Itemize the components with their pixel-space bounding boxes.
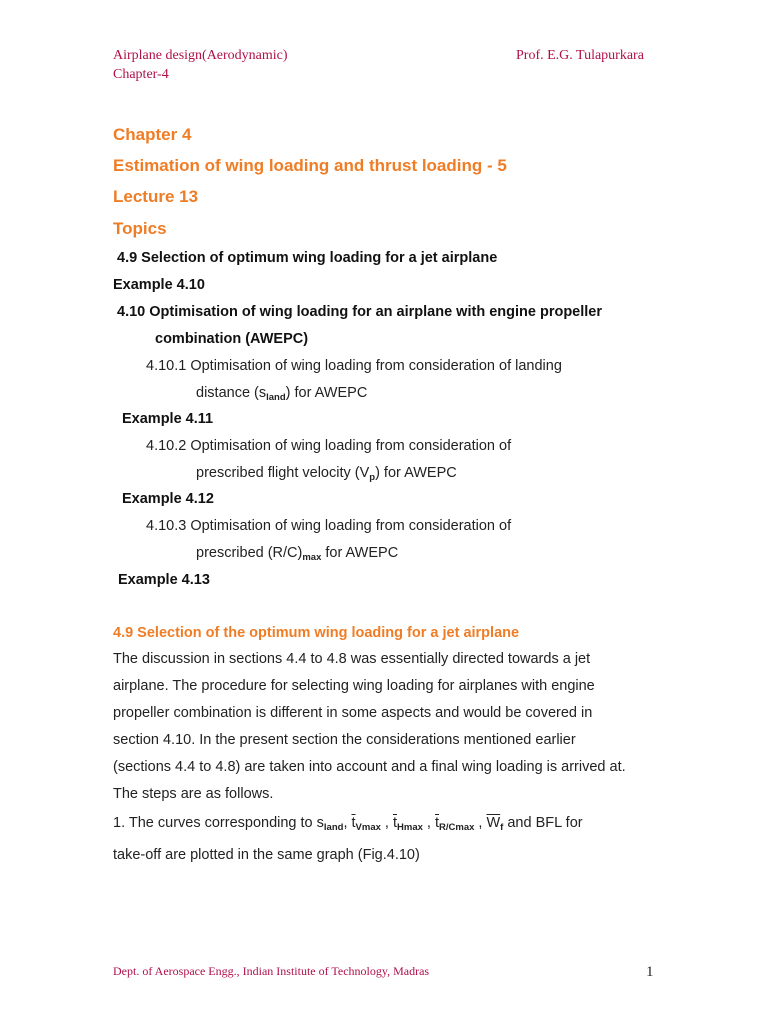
paragraph-line: (sections 4.4 to 4.8) are taken into account and a final wing loading is arrived at. (113, 759, 626, 775)
page-number: 1 (646, 964, 654, 980)
step-1-line1: 1. The curves corresponding to $s_{land}$, $\overline{t}_{Vmax}$ , $\overline{t}_{Hmax}$ , $\overline{t}_{R/Cmax}$ , $\overline{W}_f$ and BFL for (113, 815, 583, 833)
example-4-12: Example 4.12 (122, 491, 214, 507)
paragraph-line: section 4.10. In the present section the considerations mentioned earlier (113, 732, 576, 748)
topic-4-10-line2: combination (AWEPC) (155, 331, 309, 347)
header-chapter: Chapter-4 (113, 67, 169, 82)
paragraph-line: airplane. The procedure for selecting wing loading for airplanes with engine (113, 678, 595, 694)
paragraph-line: The steps are as follows. (113, 786, 274, 802)
topic-4-10-line1: 4.10 Optimisation of wing loading for an airplane with engine propeller (117, 304, 602, 320)
header-author: Prof. E.G. Tulapurkara (516, 48, 644, 63)
section-heading: 4.9 Selection of the optimum wing loading for a jet airplane (113, 625, 520, 641)
footer-dept: Dept. of Aerospace Engg., Indian Institute of Technology, Madras (113, 964, 430, 978)
chapter-title: Estimation of wing loading and thrust loading - 5 (113, 156, 507, 175)
topic-4-10-3-line2: prescribed $(R/C)_{max}$ for AWEPC (196, 545, 399, 563)
topic-4-10-2-line2: prescribed flight velocity $(V_p)$ for AWEPC (196, 465, 457, 483)
topic-4-10-1-line1: 4.10.1 Optimisation of wing loading from consideration of landing (146, 358, 562, 374)
paragraph-line: The discussion in sections 4.4 to 4.8 was essentially directed towards a jet (113, 651, 591, 667)
topic-4-10-3-line1: 4.10.3 Optimisation of wing loading from consideration of (146, 518, 512, 534)
topics-heading: Topics (113, 219, 167, 238)
lecture-heading: Lecture 13 (113, 187, 199, 206)
chapter-heading: Chapter 4 (113, 125, 192, 144)
topic-4-10-2-line1: 4.10.2 Optimisation of wing loading from consideration of (146, 438, 512, 454)
example-4-13: Example 4.13 (118, 572, 210, 588)
example-4-11: Example 4.11 (122, 411, 214, 427)
step-1-line2: take-off are plotted in the same graph (Fig.4.10) (113, 847, 420, 863)
topic-4-9: 4.9 Selection of optimum wing loading for a jet airplane (117, 250, 498, 266)
example-4-10: Example 4.10 (113, 277, 205, 293)
header-course: Airplane design(Aerodynamic) (113, 48, 288, 63)
topic-4-10-1-line2: distance $(s_{land})$ for AWEPC (196, 385, 368, 403)
paragraph-line: propeller combination is different in some aspects and would be covered in (113, 705, 593, 721)
